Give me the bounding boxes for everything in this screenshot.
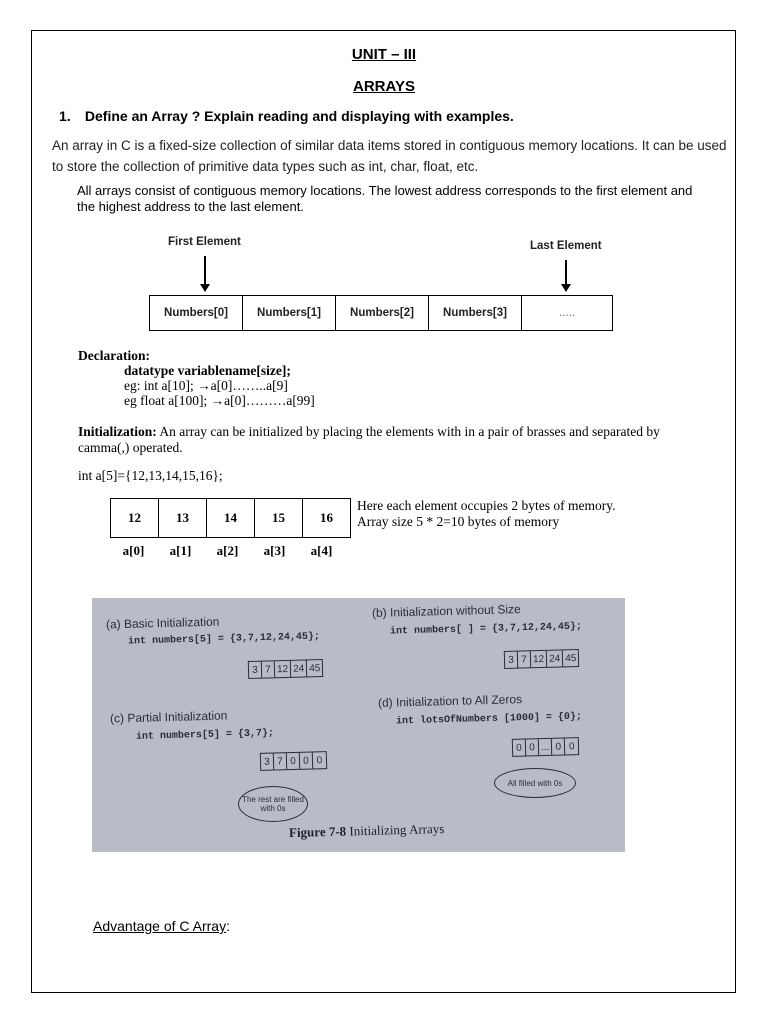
array-value-cell: 15: [255, 499, 303, 537]
figure-array-cell: 0: [526, 739, 539, 755]
figure-array-cell: 0: [316, 754, 323, 766]
figure-array-cell: 24: [547, 650, 564, 666]
array-index-label: a[1]: [169, 543, 192, 558]
advantage-heading-colon: :: [226, 918, 230, 934]
figure-c-array: [260, 751, 327, 771]
initialization-text: An array can be initialized by placing the elements with in a pair of brasses and separated by camma(,) operated.: [78, 424, 660, 455]
figure-array-cell: 3: [261, 754, 274, 770]
figure-array-cell: 0: [552, 738, 565, 754]
question-heading: [59, 108, 514, 124]
intro-paragraph: An array in C is a fixed-size collection of similar data items stored in contiguous memory locations. It can be used to store the collection of primitive data types such as int, char, float, etc.: [52, 138, 727, 174]
memory-cell: .....: [559, 307, 575, 319]
unit-title: UNIT – III: [351, 46, 417, 63]
initialization-heading: Initialization:: [78, 424, 157, 439]
figure-a-code: int numbers[5] = {3,7,12,24,45};: [127, 631, 321, 648]
figure-array-cell: 7: [262, 661, 275, 677]
figure-array-cell: 3: [505, 652, 518, 668]
array-index-label: a[3]: [263, 543, 286, 558]
figure-b-array: [504, 649, 580, 669]
figure-array-cell: 12: [275, 661, 292, 677]
initialization-code: int a[5]={12,13,14,15,16};: [78, 468, 223, 483]
question-text: Define an Array ? Explain reading and displaying with examples.: [84, 108, 514, 124]
array-value-cell: 16: [320, 510, 333, 525]
last-element-arrowhead-icon: [561, 284, 571, 292]
figure-d-array: [512, 737, 580, 757]
array-value-cell: 13: [159, 499, 207, 537]
last-element-arrow: [565, 260, 567, 284]
declaration-block: [78, 348, 315, 408]
figure-array-cell: 3: [249, 662, 262, 678]
question-number: 1.: [59, 108, 71, 124]
advantage-heading-text: Advantage of C Array: [93, 918, 227, 934]
figure-array-cell: 0: [513, 740, 526, 756]
first-element-label: First Element: [168, 236, 241, 248]
figure-a-array: [248, 659, 324, 679]
figure-d-title: (d) Initialization to All Zeros: [377, 692, 523, 710]
figure-array-cell: ...: [539, 739, 553, 755]
array-index-label: a[4]: [310, 543, 333, 558]
figure-b-code: int numbers[ ] = {3,7,12,24,45};: [389, 621, 583, 638]
figure-caption: [289, 821, 445, 841]
figure-d-code: int lotsOfNumbers [1000] = {0};: [395, 711, 583, 728]
memory-cell: Numbers[1]: [243, 296, 336, 330]
initialization-paragraph: [78, 424, 688, 456]
first-element-arrow: [204, 256, 206, 284]
figure-a-title: (a) Basic Initialization: [105, 614, 220, 632]
figure-array-cell: 12: [531, 651, 548, 667]
example-array-indices: [110, 543, 345, 559]
figure-array-cell: 45: [565, 652, 577, 664]
advantage-heading: [93, 918, 230, 934]
memory-layout-diagram: [149, 295, 613, 331]
last-element-label: Last Element: [530, 240, 602, 252]
figure-caption-label: Figure 7-8: [288, 823, 347, 841]
figure-array-cell: 45: [309, 662, 321, 674]
figure-array-cell: 24: [291, 660, 308, 676]
example-array-table: [110, 498, 351, 538]
memory-cell: Numbers[0]: [150, 296, 243, 330]
initializing-arrays-figure-photo: [92, 598, 625, 852]
figure-caption-text: Initializing Arrays: [349, 820, 445, 839]
figure-d-callout: All filled with 0s: [494, 768, 576, 798]
array-value-cell: 12: [111, 499, 159, 537]
figure-array-cell: 7: [518, 651, 531, 667]
memory-size-note: [357, 498, 616, 530]
figure-b-title: (b) Initialization without Size: [371, 602, 521, 620]
memory-note-line: Array size 5 * 2=10 bytes of memory: [357, 514, 560, 529]
figure-c-code: int numbers[5] = {3,7};: [135, 728, 275, 743]
figure-array-cell: 0: [568, 740, 575, 752]
figure-array-cell: 7: [274, 753, 287, 769]
figure-c-callout: The rest are filled with 0s: [238, 786, 308, 822]
array-index-label: a[2]: [216, 543, 239, 558]
figure-array-cell: 0: [287, 753, 300, 769]
figure-c-title: (c) Partial Initialization: [109, 708, 228, 726]
memory-note-line: Here each element occupies 2 bytes of memory.: [357, 498, 616, 513]
topic-title: ARRAYS: [353, 78, 415, 95]
memory-cell: Numbers[3]: [429, 296, 522, 330]
declaration-example: eg: int a[10]; →a[0]……..a[9]: [124, 378, 288, 393]
figure-array-cell: 0: [300, 752, 313, 768]
declaration-example: eg float a[100]; →a[0]………a[99]: [124, 393, 315, 408]
memory-cell: Numbers[2]: [336, 296, 429, 330]
declaration-syntax: datatype variablename[size];: [124, 363, 291, 378]
array-index-label: a[0]: [122, 543, 145, 558]
declaration-heading: Declaration:: [78, 348, 150, 363]
array-value-cell: 14: [207, 499, 255, 537]
memory-description: All arrays consist of contiguous memory locations. The lowest address corresponds to the first element and the highest address to the last element.: [77, 183, 693, 214]
first-element-arrowhead-icon: [200, 284, 210, 292]
